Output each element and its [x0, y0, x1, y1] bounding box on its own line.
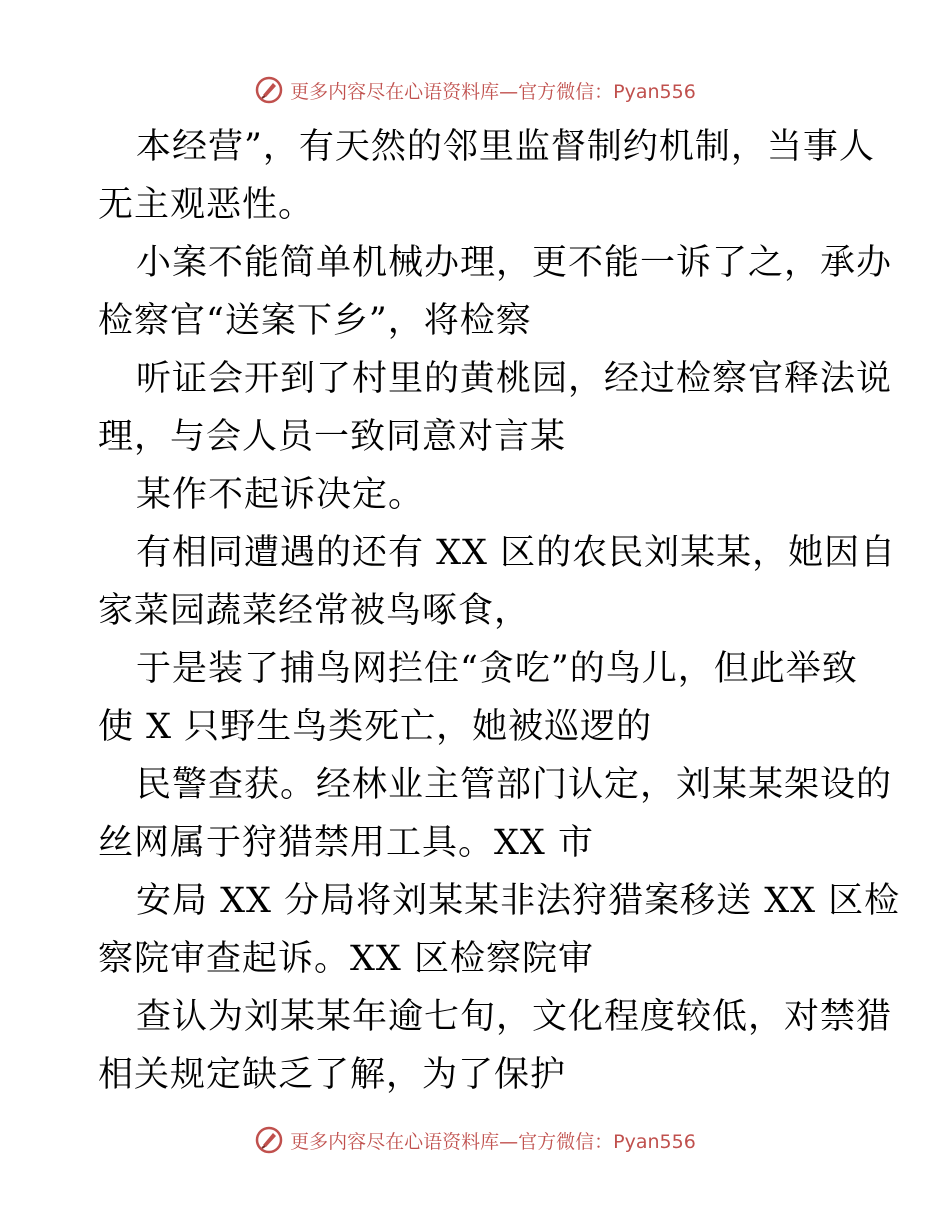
footer-banner-text: 更多内容尽在心语资料库—官方微信：Pyan556 [290, 1130, 696, 1153]
paragraph [98, 640, 858, 756]
text-line: 相关规定缺乏了解，为了保护 [98, 1055, 567, 1095]
paragraph [98, 350, 893, 466]
text-line: 察院审查起诉。XX 区检察院审 [98, 939, 594, 979]
text-line: 查认为刘某某年逾七旬，文化程度较低，对禁猎 [136, 997, 893, 1037]
header-watermark-banner [0, 70, 950, 110]
paragraph [98, 234, 893, 350]
text-line: 家菜园蔬菜经常被鸟啄食， [98, 591, 531, 631]
paragraph [98, 756, 893, 872]
text-line: 检察官“送案下乡”，将检察 [98, 301, 532, 341]
paragraph [98, 466, 858, 524]
text-line: 使 X 只野生鸟类死亡，她被巡逻的 [98, 707, 653, 747]
paragraph [98, 118, 875, 234]
text-line: 有相同遭遇的还有 XX 区的农民刘某某，她因自 [136, 533, 897, 573]
text-line: 丝网属于狩猎禁用工具。XX 市 [98, 823, 594, 863]
header-banner-text: 更多内容尽在心语资料库—官方微信：Pyan556 [290, 80, 696, 103]
text-line: 民警查获。经林业主管部门认定，刘某某架设的 [136, 765, 893, 805]
text-line: 理，与会人员一致同意对言某 [98, 417, 567, 457]
text-line: 某作不起诉决定。 [136, 475, 425, 515]
text-line: 于是装了捕鸟网拦住“贪吃”的鸟儿，但此举致 [136, 649, 858, 689]
logo-icon [254, 75, 284, 105]
text-line: 本经营”，有天然的邻里监督制约机制，当事人 [136, 127, 875, 167]
document-body [98, 118, 901, 1104]
text-line: 安局 XX 分局将刘某某非法狩猎案移送 XX 区检 [136, 881, 901, 921]
footer-watermark-banner [0, 1120, 950, 1160]
text-line: 无主观恶性。 [98, 185, 315, 225]
text-line: 小案不能简单机械办理，更不能一诉了之，承办 [136, 243, 893, 283]
paragraph [98, 988, 893, 1104]
logo-icon [254, 1125, 284, 1155]
paragraph [98, 872, 901, 988]
paragraph [98, 524, 897, 640]
text-line: 听证会开到了村里的黄桃园，经过检察官释法说 [136, 359, 893, 399]
